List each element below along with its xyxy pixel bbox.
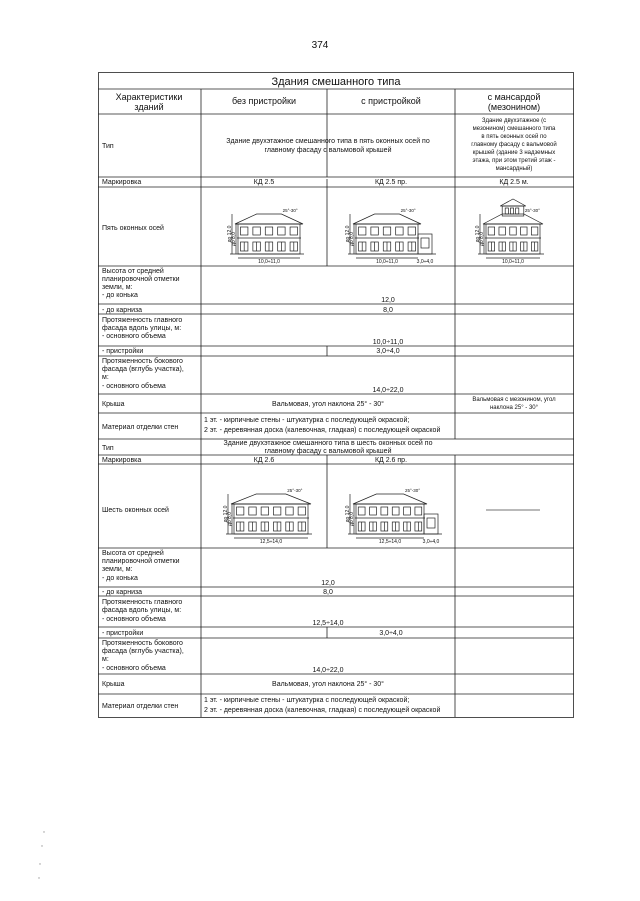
s1-side-len-label-1: Протяженность бокового bbox=[102, 358, 183, 365]
facade-drawing-kd26-ext bbox=[345, 488, 442, 545]
s2-material-2: 2 эт. - деревянная доска (калевочная, гладкая) с последующей окраской bbox=[204, 707, 441, 714]
table-title: Здания смешанного типа bbox=[271, 76, 401, 88]
window-upper bbox=[249, 507, 256, 515]
hip-roof bbox=[483, 214, 543, 224]
s2-ext-len: 3,0÷4,0 bbox=[379, 630, 403, 637]
s1-height-label-3: земли, м: bbox=[102, 284, 133, 291]
s2-type-text-1: Здание двухэтажное смешанного типа в шесть оконных осей по bbox=[223, 440, 433, 447]
s1-height-eave: 8,0 bbox=[383, 307, 393, 314]
header-characteristics-2: зданий bbox=[134, 102, 164, 112]
s1-type-label: Тип bbox=[102, 143, 114, 150]
s1-material-1: 1 эт. - кирпичные стены - штукатурка с последующей окраской; bbox=[204, 417, 410, 424]
s1-height-label-2: планировочной отметки bbox=[102, 276, 180, 283]
s1-roof-mansard-1: Вальмовая с мезонином, угол bbox=[472, 397, 556, 403]
s1-marking-1: КД 2.5 bbox=[253, 179, 275, 186]
s2-height-label-1: Высота от средней bbox=[102, 550, 164, 557]
s1-ext-len: 3,0÷4,0 bbox=[376, 348, 400, 355]
roof-angle-label: 25°-30° bbox=[287, 488, 303, 493]
header-with-extension: с пристройкой bbox=[361, 96, 421, 106]
dim-width-label: 10,0÷11,0 bbox=[376, 259, 398, 265]
window-upper bbox=[240, 227, 247, 235]
s1-side-len-label-3: м: bbox=[102, 374, 109, 381]
facade-drawing-kd25-mansard bbox=[475, 199, 544, 265]
mixed-type-buildings-table bbox=[98, 72, 574, 718]
s1-material-label: Материал отделки стен bbox=[102, 424, 179, 431]
s2-side-len: 14,0÷22,0 bbox=[312, 667, 344, 674]
header-mansard-1: с мансардой bbox=[487, 92, 541, 102]
facade-drawing-kd26 bbox=[223, 488, 312, 545]
page-number: 374 bbox=[311, 40, 329, 51]
s2-type-text-2: главному фасаду с вальмовой крышей bbox=[264, 448, 392, 455]
s1-mansard-type-1: Здание двухэтажное (с bbox=[481, 118, 547, 124]
window-upper bbox=[521, 227, 527, 235]
s2-side-len-label-2: фасада (вглубь участка), bbox=[102, 648, 184, 655]
window-upper bbox=[531, 227, 537, 235]
s2-side-len-label-3: м: bbox=[102, 656, 109, 663]
roof-angle-label: 25°-30° bbox=[282, 208, 298, 213]
window-upper bbox=[415, 507, 422, 515]
s2-side-len-label-1: Протяженность бокового bbox=[102, 640, 183, 647]
window-upper bbox=[381, 507, 388, 515]
dim-height-eave-label: до 8,0 bbox=[479, 231, 485, 247]
hip-roof bbox=[353, 214, 421, 224]
s2-roof-label: Крыша bbox=[102, 681, 125, 688]
s2-marking-2: КД 2.6 пр. bbox=[374, 457, 408, 464]
s1-side-len-label-4: - основного объема bbox=[102, 383, 166, 390]
s2-material-1: 1 эт. - кирпичные стены - штукатурка с последующей окраской; bbox=[204, 697, 410, 704]
s1-marking-label: Маркировка bbox=[102, 179, 142, 186]
window-upper bbox=[358, 227, 365, 235]
dim-width-label: 10,0÷11,0 bbox=[502, 259, 524, 265]
s1-eave-label: - до карниза bbox=[102, 307, 143, 314]
s2-ext-label: - пристройки bbox=[102, 630, 144, 637]
s2-side-len-label-4: - основного объема bbox=[102, 665, 166, 672]
hip-roof bbox=[235, 214, 303, 224]
window-upper bbox=[392, 507, 399, 515]
window-upper bbox=[404, 507, 411, 515]
extension-wall bbox=[424, 514, 438, 534]
s1-mansard-type-3: в пять оконных осей по bbox=[481, 134, 547, 140]
window-upper bbox=[286, 507, 293, 515]
roof-angle-label: 25°-30° bbox=[404, 488, 421, 493]
dim-height-eave-label: до 8,0 bbox=[349, 231, 355, 247]
dim-height-eave-label: до 8,0 bbox=[231, 231, 237, 247]
window-upper bbox=[499, 227, 505, 235]
s2-roof-text: Вальмовая, угол наклона 25° - 30° bbox=[272, 681, 384, 688]
window-upper bbox=[510, 227, 516, 235]
hip-roof bbox=[353, 494, 427, 504]
s1-material-2: 2 эт. - деревянная доска (калевочная, гладкая) с последующей окраской bbox=[204, 427, 441, 434]
window-upper bbox=[298, 507, 305, 515]
s2-axes-label: Шесть оконных осей bbox=[102, 507, 169, 514]
window-upper bbox=[370, 507, 377, 515]
dim-height-total-label: до 12,0 bbox=[223, 505, 229, 523]
s1-roof-text: Вальмовая, угол наклона 25° - 30° bbox=[272, 401, 384, 408]
scan-dots bbox=[30, 820, 50, 890]
mezzanine-window bbox=[505, 208, 508, 214]
roof-angle-label: 25°-30° bbox=[524, 208, 540, 213]
window-upper bbox=[358, 507, 365, 515]
s1-marking-2: КД 2.5 пр. bbox=[374, 179, 408, 186]
mezzanine-roof bbox=[500, 199, 526, 206]
s1-main-len: 10,0÷11,0 bbox=[372, 339, 404, 346]
s1-main-len-label-1: Протяженность главного bbox=[102, 317, 183, 324]
window-upper bbox=[488, 227, 494, 235]
extension-window bbox=[427, 518, 435, 528]
roof-angle-label: 25°-30° bbox=[400, 208, 416, 213]
s2-height-label-2: планировочной отметки bbox=[102, 558, 180, 565]
dim-ext-label: 3,0÷4,0 bbox=[416, 259, 434, 265]
s1-height-ridge: 12,0 bbox=[381, 297, 395, 304]
s1-mansard-type-4: главному фасаду с вальмовой bbox=[471, 142, 557, 148]
window-upper bbox=[273, 507, 280, 515]
window-upper bbox=[261, 507, 268, 515]
dim-height-total-label: до 12,0 bbox=[227, 225, 233, 243]
header-characteristics-1: Характеристики bbox=[115, 92, 183, 102]
window-upper bbox=[383, 227, 390, 235]
dim-width-label: 12,5÷14,0 bbox=[378, 539, 402, 545]
s2-type-label: Тип bbox=[102, 445, 114, 452]
s1-mansard-type-6: этажа, при этом третий этаж - bbox=[472, 158, 556, 164]
extension-window bbox=[421, 238, 429, 248]
s1-marking-3: КД 2.5 м. bbox=[499, 179, 529, 186]
s1-mansard-type-5: крышей (здание 3 надземных bbox=[472, 150, 556, 156]
window-upper bbox=[290, 227, 297, 235]
s1-main-len-label-2: фасада вдоль улицы, м: bbox=[102, 325, 182, 332]
dim-height-total-label: до 12,0 bbox=[475, 225, 481, 243]
header-mansard-2: (мезонином) bbox=[487, 102, 541, 112]
s1-height-label-4: - до конька bbox=[102, 292, 138, 299]
window-upper bbox=[371, 227, 378, 235]
facade-wall bbox=[234, 504, 308, 534]
facade-drawing-kd25-ext bbox=[345, 208, 436, 265]
s1-side-len-label-2: фасада (вглубь участка), bbox=[102, 366, 184, 373]
s1-mansard-type-2: мезонином) смешанного типа bbox=[472, 126, 556, 132]
s2-main-len-label-1: Протяженность главного bbox=[102, 599, 183, 606]
s1-type-text-2: главному фасаду с вальмовой крышей bbox=[264, 147, 392, 154]
header-no-extension: без пристройки bbox=[231, 96, 297, 106]
s1-type-text-1: Здание двухэтажное смешанного типа в пять оконных осей по bbox=[226, 138, 430, 145]
s1-ext-label: - пристройки bbox=[102, 348, 144, 355]
s2-marking-1: КД 2.6 bbox=[253, 457, 275, 464]
extension-wall bbox=[418, 234, 432, 254]
window-upper bbox=[265, 227, 272, 235]
s1-main-len-label-3: - основного объема bbox=[102, 333, 166, 340]
window-upper bbox=[278, 227, 285, 235]
s2-height-label-3: земли, м: bbox=[102, 566, 133, 573]
dim-height-eave-label: до 8,0 bbox=[227, 511, 233, 527]
dim-height-eave-label: до 8,0 bbox=[349, 511, 355, 527]
s2-height-eave: 8,0 bbox=[323, 589, 333, 596]
dim-width-label: 12,5÷14,0 bbox=[259, 539, 283, 545]
mezzanine-window bbox=[516, 208, 519, 214]
s2-material-label: Материал отделки стен bbox=[102, 703, 179, 710]
dim-width-label: 10,0÷11,0 bbox=[258, 259, 280, 265]
s1-side-len: 14,0÷22,0 bbox=[372, 387, 404, 394]
s1-roof-mansard-2: наклона 25° - 30° bbox=[489, 405, 539, 411]
window-upper bbox=[408, 227, 415, 235]
s2-height-ridge: 12,0 bbox=[321, 580, 335, 587]
window-upper bbox=[396, 227, 403, 235]
s2-main-len-label-3: - основного объема bbox=[102, 616, 166, 623]
dim-height-total-label: до 12,0 bbox=[345, 225, 351, 243]
s2-marking-label: Маркировка bbox=[102, 457, 142, 464]
hip-roof bbox=[231, 494, 311, 504]
s1-mansard-type-7: мансардный) bbox=[495, 166, 533, 172]
window-upper bbox=[253, 227, 260, 235]
facade-wall bbox=[356, 504, 424, 534]
facade-drawing-kd25 bbox=[227, 208, 304, 265]
window-upper bbox=[236, 507, 243, 515]
s1-height-label-1: Высота от средней bbox=[102, 268, 164, 275]
s2-main-len: 12,5÷14,0 bbox=[312, 620, 344, 627]
mezzanine-window bbox=[510, 208, 513, 214]
s2-height-label-4: - до конька bbox=[102, 575, 138, 582]
s1-roof-label: Крыша bbox=[102, 401, 125, 408]
s1-axes-label: Пять оконных осей bbox=[102, 225, 164, 232]
s2-eave-label: - до карниза bbox=[102, 589, 143, 596]
dim-height-total-label: до 12,0 bbox=[345, 505, 351, 523]
dim-ext-label: 3,0÷4,0 bbox=[422, 539, 440, 545]
s2-main-len-label-2: фасада вдоль улицы, м: bbox=[102, 607, 182, 614]
